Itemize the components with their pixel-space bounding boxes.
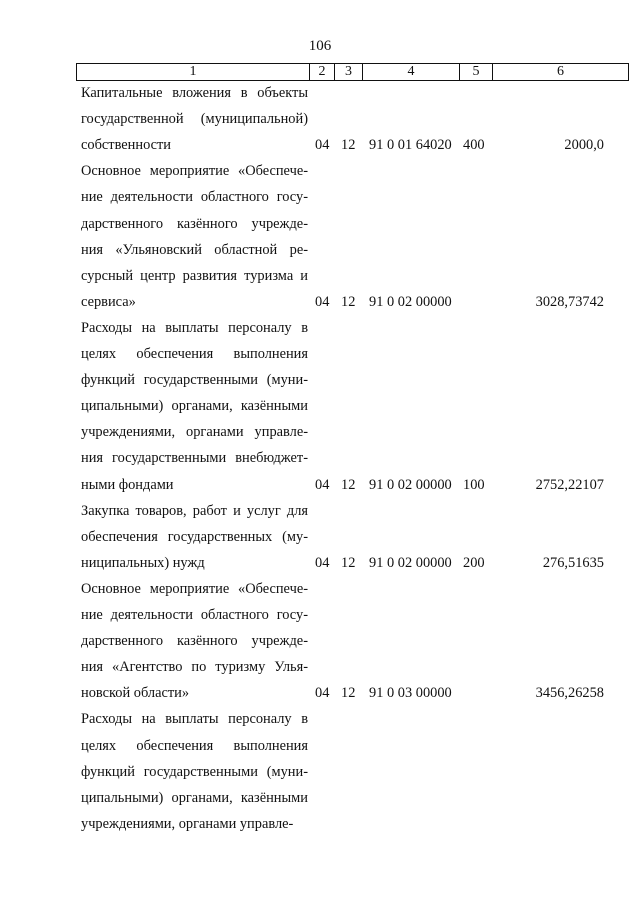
row-description-line: Закупка товаров, работ и услуг для xyxy=(81,502,308,519)
row-description-line: государственной (муниципальной) xyxy=(81,111,308,128)
cell-c3: 12 xyxy=(341,476,356,493)
column-header-1: 1 xyxy=(77,64,310,80)
row-description-line: сервиса» xyxy=(81,293,136,310)
row-description-line: ния «Агентство по туризму Улья- xyxy=(81,659,308,676)
row-description-line: ниципальных) нужд xyxy=(81,554,205,571)
cell-c2: 04 xyxy=(315,293,330,310)
row-description-line: Капитальные вложения в объекты xyxy=(81,85,308,101)
row-description-line: Расходы на выплаты персоналу в xyxy=(81,319,308,336)
page-number: 106 xyxy=(308,38,332,54)
cell-c3: 12 xyxy=(341,293,356,310)
row-description-line: ципальными) органами, казёнными xyxy=(81,789,308,806)
cell-c4: 91 0 01 64020 xyxy=(369,137,452,154)
cell-c6: 2752,22107 xyxy=(535,476,604,493)
row-description-line: новской области» xyxy=(81,685,190,702)
row-description-line: дарственного казённого учрежде- xyxy=(81,633,308,650)
cell-c4: 91 0 02 00000 xyxy=(369,293,452,310)
row-description-line: Основное мероприятие «Обеспече- xyxy=(81,163,308,180)
cell-c3: 12 xyxy=(341,137,356,154)
column-header-4: 4 xyxy=(363,64,460,80)
row-description-line: ными фондами xyxy=(81,476,174,493)
row-description-line: Расходы на выплаты персоналу в xyxy=(81,711,308,728)
row-description-line: учреждениями, органами управле- xyxy=(81,424,308,441)
cell-c3: 12 xyxy=(341,554,356,571)
row-description-line: Основное мероприятие «Обеспече- xyxy=(81,580,308,597)
column-header-2: 2 xyxy=(310,64,335,80)
cell-c5: 100 xyxy=(463,476,485,493)
cell-c2: 04 xyxy=(315,685,330,702)
row-description-line: функций государственными (муни- xyxy=(81,763,308,780)
row-description-line: ние деятельности областного госу- xyxy=(81,607,308,623)
cell-c2: 04 xyxy=(315,554,330,571)
cell-c4: 91 0 02 00000 xyxy=(369,554,452,571)
cell-c5: 400 xyxy=(463,137,485,154)
row-description-line: сурсный центр развития туризма и xyxy=(81,267,308,284)
cell-c6: 3456,26258 xyxy=(535,685,604,702)
cell-c4: 91 0 03 00000 xyxy=(369,685,452,702)
cell-c2: 04 xyxy=(315,137,330,154)
column-header-3: 3 xyxy=(335,64,363,80)
row-description-line: дарственного казённого учрежде- xyxy=(81,215,308,232)
row-description-line: функций государственными (муни- xyxy=(81,372,308,389)
table-header xyxy=(76,63,629,81)
row-description-line: целях обеспечения выполнения xyxy=(81,346,308,362)
row-description-line: ния «Ульяновский областной ре- xyxy=(81,241,308,258)
column-header-5: 5 xyxy=(460,64,493,80)
column-header-6: 6 xyxy=(557,64,564,79)
cell-c2: 04 xyxy=(315,476,330,493)
cell-c5: 200 xyxy=(463,554,485,571)
row-description-line: учреждениями, органами управле- xyxy=(81,815,294,832)
cell-c4: 91 0 02 00000 xyxy=(369,476,452,493)
row-description-line: ния государственными внебюджет- xyxy=(81,450,308,467)
row-description-line: ние деятельности областного госу- xyxy=(81,189,308,206)
cell-c3: 12 xyxy=(341,685,356,702)
row-description-line: целях обеспечения выполнения xyxy=(81,737,308,754)
row-description-line: обеспечения государственных (му- xyxy=(81,528,308,545)
row-description-line: собственности xyxy=(81,137,172,154)
cell-c6: 3028,73742 xyxy=(535,293,604,310)
row-description-line: ципальными) органами, казёнными xyxy=(81,398,308,415)
cell-c6: 276,51635 xyxy=(542,554,604,571)
cell-c6: 2000,0 xyxy=(564,137,604,154)
